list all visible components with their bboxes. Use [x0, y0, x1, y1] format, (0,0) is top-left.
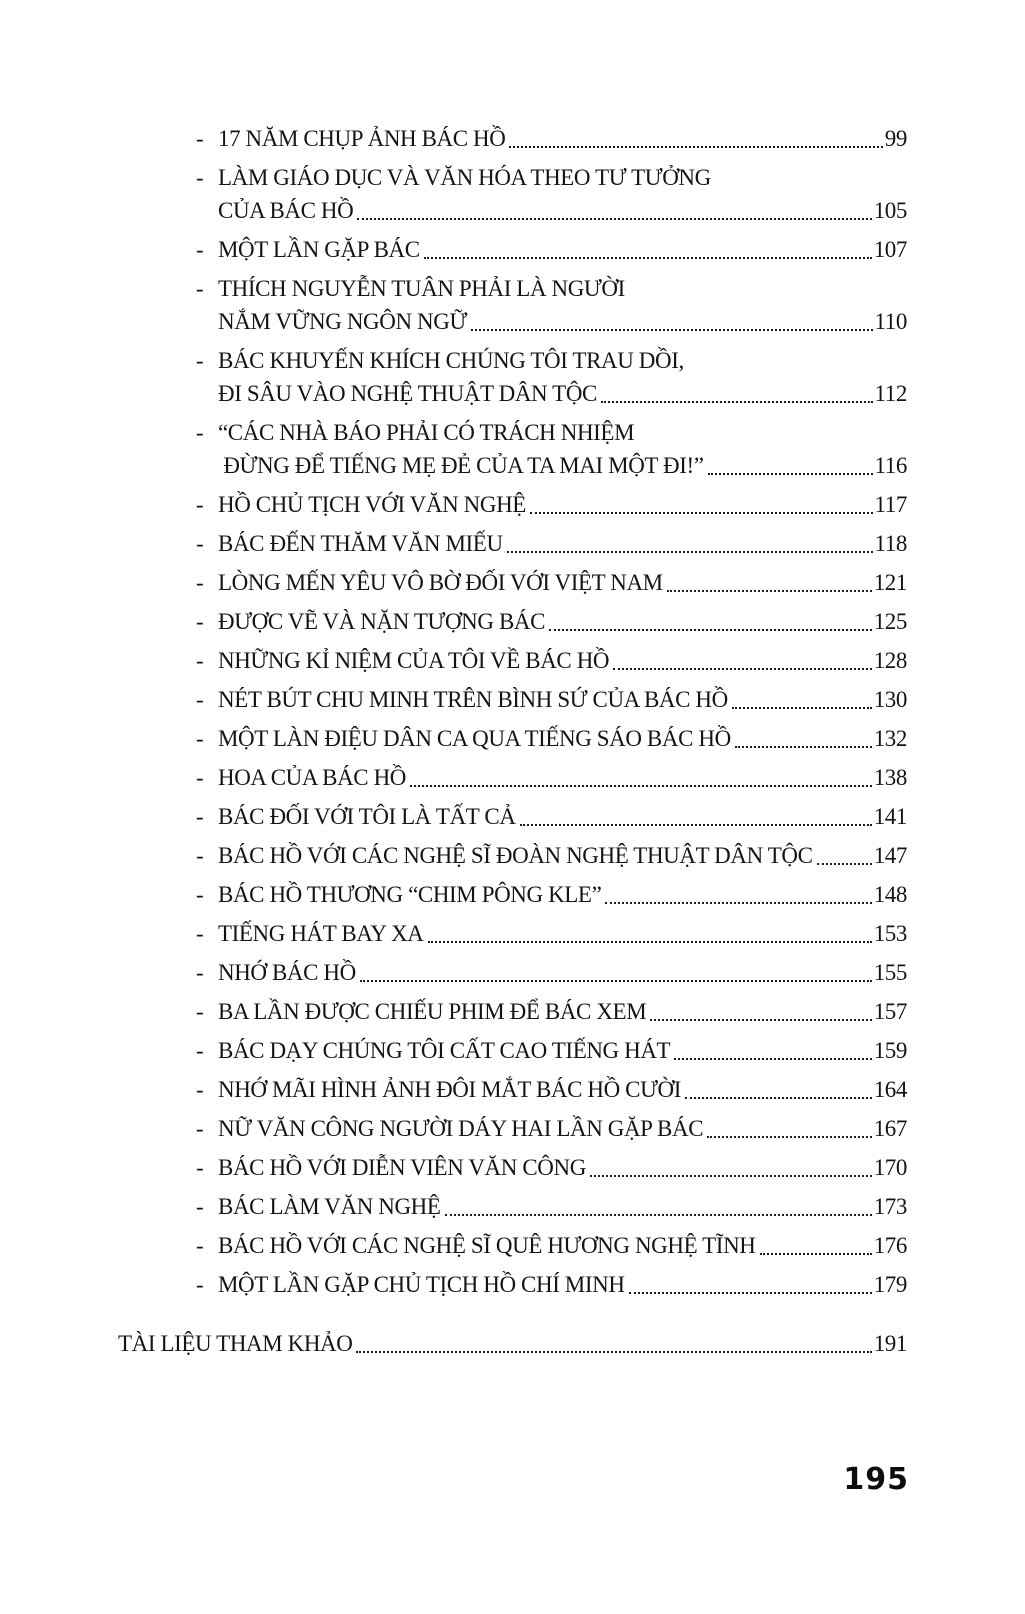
- page-folio: 195: [843, 1462, 909, 1497]
- leader-dots: [667, 590, 872, 592]
- entry-title: TÀI LIỆU THAM KHẢO: [118, 1331, 353, 1356]
- toc-entry: [196, 605, 907, 638]
- entry-leader-line: [218, 644, 907, 677]
- entry-title: NỮ VĂN CÔNG NGƯỜI DÁY HAI LẦN GẶP BÁC: [218, 1116, 704, 1141]
- entry-page-number: 148: [873, 882, 907, 907]
- entry-dash-marker: -: [196, 1116, 204, 1141]
- leader-dots: [760, 1253, 872, 1255]
- entry-leader-line: [118, 1327, 907, 1360]
- leader-dots: [732, 707, 872, 709]
- entry-page-number: 191: [873, 1331, 907, 1356]
- entry-leader-line: [218, 566, 907, 599]
- entry-leader-line: [218, 956, 907, 989]
- entry-leader-line: [218, 878, 907, 911]
- entry-page-number: 107: [873, 237, 907, 262]
- entry-title: MỘT LẦN GẶP BÁC: [218, 237, 420, 262]
- entry-leader-line: [218, 605, 907, 638]
- entry-title: NHỚ MÃI HÌNH ẢNH ĐÔI MẮT BÁC HỒ CƯỜI: [218, 1077, 682, 1102]
- entry-page-number: 138: [873, 765, 907, 790]
- entry-page-number: 130: [873, 687, 907, 712]
- leader-dots: [520, 824, 872, 826]
- entry-page-number: 164: [873, 1077, 907, 1102]
- leader-dots: [817, 863, 872, 865]
- entry-page-number: 141: [873, 804, 907, 829]
- entry-title: ĐỪNG ĐỂ TIẾNG MẸ ĐẺ CỦA TA MAI MỘT ĐI!”: [218, 453, 704, 478]
- entry-title: BÁC HỒ VỚI CÁC NGHỆ SĨ ĐOÀN NGHỆ THUẬT DÂN TỘC: [218, 843, 813, 868]
- entry-leader-line: [218, 722, 907, 755]
- entry-leader-line: [218, 305, 907, 338]
- entry-title: TIẾNG HÁT BAY XA: [218, 921, 424, 946]
- entry-title: ĐƯỢC VẼ VÀ NẶN TƯỢNG BÁC: [218, 609, 546, 634]
- leader-dots: [410, 785, 872, 787]
- entry-title: BÁC HỒ THƯƠNG “CHIM PÔNG KLE”: [218, 882, 602, 907]
- leader-dots: [590, 1175, 872, 1177]
- entry-leader-line: [218, 761, 907, 794]
- leader-dots: [549, 629, 872, 631]
- leader-dots: [613, 668, 872, 670]
- entry-title-line: THÍCH NGUYỄN TUÂN PHẢI LÀ NGƯỜI: [218, 276, 625, 301]
- leader-dots: [685, 1097, 872, 1099]
- leader-dots: [509, 146, 882, 148]
- entry-title: BA LẦN ĐƯỢC CHIẾU PHIM ĐỂ BÁC XEM: [218, 999, 647, 1024]
- entry-leader-line: [218, 1229, 907, 1262]
- toc-entry: [196, 878, 907, 911]
- toc-entry: [196, 527, 907, 560]
- leader-dots: [650, 1019, 871, 1021]
- entry-title: BÁC ĐỐI VỚI TÔI LÀ TẤT CẢ: [218, 804, 516, 829]
- toc-entry: [196, 344, 907, 410]
- entry-leader-line: [218, 1268, 907, 1301]
- entry-title: NHỚ BÁC HỒ: [218, 960, 356, 985]
- entry-dash-marker: -: [196, 1077, 204, 1102]
- entry-page-number: 132: [873, 726, 907, 751]
- leader-dots: [708, 473, 873, 475]
- entry-dash-marker: -: [196, 276, 204, 301]
- entry-title: HỒ CHỦ TỊCH VỚI VĂN NGHỆ: [218, 492, 526, 517]
- toc-entry: [196, 722, 907, 755]
- leader-dots: [356, 1351, 871, 1353]
- leader-dots: [674, 1058, 872, 1060]
- entry-dash-marker: -: [196, 687, 204, 712]
- leader-dots: [530, 512, 873, 514]
- table-of-contents: [0, 122, 1025, 1366]
- entry-page-number: 112: [874, 381, 907, 406]
- entry-page-number: 176: [873, 1233, 907, 1258]
- toc-entry: [196, 683, 907, 716]
- entry-title: 17 NĂM CHỤP ẢNH BÁC HỒ: [218, 126, 506, 151]
- entry-page-number: 117: [874, 492, 907, 517]
- entry-title: NẮM VỮNG NGÔN NGỮ: [218, 309, 467, 334]
- entry-dash-marker: -: [196, 126, 204, 151]
- entry-dash-marker: -: [196, 609, 204, 634]
- toc-entry: [196, 956, 907, 989]
- toc-entry: [196, 917, 907, 950]
- entry-dash-marker: -: [196, 570, 204, 595]
- entry-leader-line: [218, 194, 907, 227]
- toc-entry: [196, 416, 907, 482]
- entry-page-number: 155: [873, 960, 907, 985]
- entry-leader-line: [218, 800, 907, 833]
- entry-leader-line: [218, 683, 907, 716]
- entry-leader-line: [218, 917, 907, 950]
- toc-entry: [196, 1112, 907, 1145]
- entry-dash-marker: -: [196, 1272, 204, 1297]
- entry-leader-line: [218, 122, 907, 155]
- toc-entry: [196, 995, 907, 1028]
- entry-title: ĐI SÂU VÀO NGHỆ THUẬT DÂN TỘC: [218, 381, 597, 406]
- toc-entry: [196, 272, 907, 338]
- entry-title: BÁC LÀM VĂN NGHỆ: [218, 1194, 441, 1219]
- entry-dash-marker: -: [196, 999, 204, 1024]
- entry-dash-marker: -: [196, 420, 204, 445]
- entry-leader-line: [218, 449, 907, 482]
- entry-page-number: 128: [873, 648, 907, 673]
- entry-dash-marker: -: [196, 726, 204, 751]
- entry-title: CỦA BÁC HỒ: [218, 198, 354, 223]
- entry-page-number: 105: [873, 198, 907, 223]
- entry-dash-marker: -: [196, 882, 204, 907]
- entry-leader-line: [218, 488, 907, 521]
- toc-entry: [196, 644, 907, 677]
- leader-dots: [601, 401, 873, 403]
- entry-dash-marker: -: [196, 492, 204, 517]
- entry-leader-line: [218, 1190, 907, 1223]
- leader-dots: [707, 1136, 872, 1138]
- entry-dash-marker: -: [196, 237, 204, 262]
- leader-dots: [357, 218, 871, 220]
- entry-dash-marker: -: [196, 165, 204, 190]
- entry-page-number: 110: [874, 309, 907, 334]
- toc-entry: [196, 161, 907, 227]
- entry-leader-line: [218, 527, 907, 560]
- entry-dash-marker: -: [196, 765, 204, 790]
- entry-title: BÁC HỒ VỚI DIỄN VIÊN VĂN CÔNG: [218, 1155, 586, 1180]
- entry-dash-marker: -: [196, 1038, 204, 1063]
- leader-dots: [360, 980, 872, 982]
- entry-page-number: 116: [874, 453, 907, 478]
- entry-title: HOA CỦA BÁC HỒ: [218, 765, 407, 790]
- entry-page-number: 121: [873, 570, 907, 595]
- entry-dash-marker: -: [196, 1233, 204, 1258]
- toc-entry: [196, 839, 907, 872]
- entry-title-line: BÁC KHUYẾN KHÍCH CHÚNG TÔI TRAU DỒI,: [218, 348, 684, 373]
- entry-leader-line: [218, 233, 907, 266]
- leader-dots: [605, 902, 871, 904]
- entry-leader-line: [218, 839, 907, 872]
- entry-leader-line: [218, 1112, 907, 1145]
- toc-entry: [196, 566, 907, 599]
- toc-entry: [196, 122, 907, 155]
- leader-dots: [629, 1292, 872, 1294]
- leader-dots: [735, 746, 872, 748]
- toc-entry: [196, 800, 907, 833]
- entry-title: BÁC ĐẾN THĂM VĂN MIẾU: [218, 531, 503, 556]
- entry-dash-marker: -: [196, 960, 204, 985]
- entry-dash-marker: -: [196, 648, 204, 673]
- toc-entry: [196, 488, 907, 521]
- leader-dots: [507, 551, 873, 553]
- entry-dash-marker: -: [196, 804, 204, 829]
- entry-title: BÁC HỒ VỚI CÁC NGHỆ SĨ QUÊ HƯƠNG NGHỆ TĨNH: [218, 1233, 756, 1258]
- entry-leader-line: [218, 1151, 907, 1184]
- entry-leader-line: [218, 1073, 907, 1106]
- entry-title: MỘT LÀN ĐIỆU DÂN CA QUA TIẾNG SÁO BÁC HỒ: [218, 726, 731, 751]
- entry-page-number: 147: [873, 843, 907, 868]
- entry-title: NHỮNG KỈ NIỆM CỦA TÔI VỀ BÁC HỒ: [218, 648, 610, 673]
- leader-dots: [428, 941, 872, 943]
- leader-dots: [424, 257, 872, 259]
- entry-leader-line: [218, 995, 907, 1028]
- entry-page-number: 167: [873, 1116, 907, 1141]
- toc-entry: [196, 233, 907, 266]
- entry-dash-marker: -: [196, 1155, 204, 1180]
- toc-entry: [196, 1268, 907, 1301]
- toc-entry: [196, 1229, 907, 1262]
- entry-page-number: 125: [873, 609, 907, 634]
- entry-title-line: “CÁC NHÀ BÁO PHẢI CÓ TRÁCH NHIỆM: [218, 420, 635, 445]
- toc-entry: [196, 1034, 907, 1067]
- entry-title: NÉT BÚT CHU MINH TRÊN BÌNH SỨ CỦA BÁC HỒ: [218, 687, 728, 712]
- entry-dash-marker: -: [196, 843, 204, 868]
- entry-leader-line: [218, 377, 907, 410]
- entry-page-number: 173: [873, 1194, 907, 1219]
- toc-entry: [196, 1073, 907, 1106]
- entry-dash-marker: -: [196, 348, 204, 373]
- entry-title: LÒNG MẾN YÊU VÔ BỜ ĐỐI VỚI VIỆT NAM: [218, 570, 663, 595]
- toc-entry: [196, 761, 907, 794]
- toc-entry: [196, 1151, 907, 1184]
- entry-page-number: 170: [873, 1155, 907, 1180]
- entry-page-number: 159: [873, 1038, 907, 1063]
- entry-title-line: LÀM GIÁO DỤC VÀ VĂN HÓA THEO TƯ TƯỞNG: [218, 165, 711, 190]
- entry-title: MỘT LẦN GẶP CHỦ TỊCH HỒ CHÍ MINH: [218, 1272, 625, 1297]
- entry-page-number: 153: [873, 921, 907, 946]
- entry-page-number: 99: [884, 126, 907, 151]
- entry-page-number: 179: [873, 1272, 907, 1297]
- entry-title: BÁC DẠY CHÚNG TÔI CẤT CAO TIẾNG HÁT: [218, 1038, 671, 1063]
- entry-page-number: 157: [873, 999, 907, 1024]
- leader-dots: [471, 329, 873, 331]
- entry-dash-marker: -: [196, 921, 204, 946]
- entry-dash-marker: -: [196, 531, 204, 556]
- toc-section-entry: [118, 1327, 907, 1360]
- entry-page-number: 118: [874, 531, 907, 556]
- entry-dash-marker: -: [196, 1194, 204, 1219]
- toc-entry: [196, 1190, 907, 1223]
- entry-leader-line: [218, 1034, 907, 1067]
- leader-dots: [445, 1214, 872, 1216]
